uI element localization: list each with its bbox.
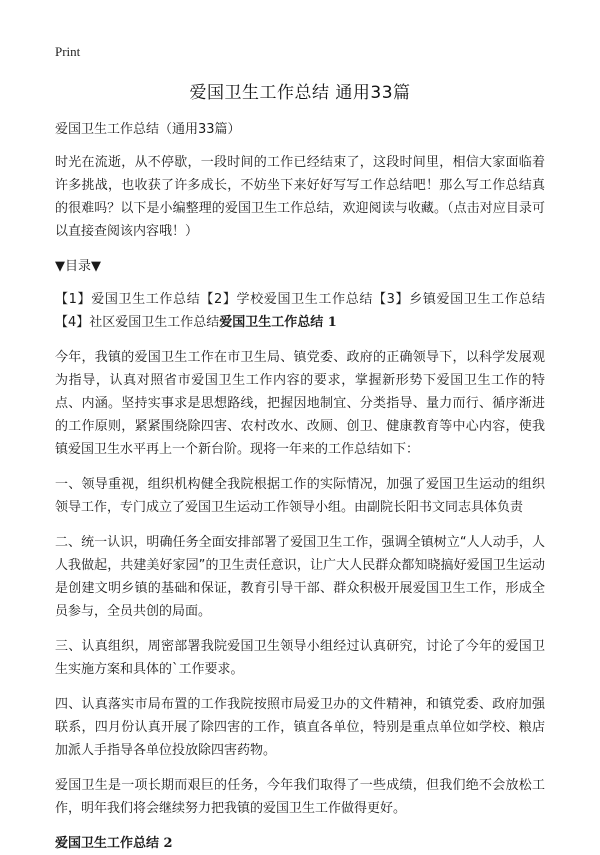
toc-label: ▼目录▼ — [55, 259, 101, 274]
document-title: 爱国卫生工作总结 通用33篇 — [189, 83, 411, 103]
section-2-heading: 爱国卫生工作总结 2 — [55, 836, 173, 851]
intro-paragraph: 时光在流逝，从不停歇，一段时间的工作已经结束了，这段时间里，相信大家面临着许多挑战，也收获了许多成长，不妨坐下来好好写写工作总结吧！那么写工作总结真的很难吗？以下是小编整理的爱国卫生工作总结，欢迎阅读与收藏。（点击对应目录可以直接查阅该内容哦！） — [55, 155, 545, 239]
paragraph-5: 四、认真落实市局布置的工作我院按照市局爱卫办的文件精神，和镇党委、政府加强联系，四月份认真开展了除四害的工作，镇直各单位，特别是重点单位如学校、粮店加派人手指导各单位投放除四害药物。 — [55, 697, 545, 758]
document-body — [55, 118, 545, 855]
paragraph-6: 爱国卫生是一项长期而艰巨的任务，今年我们取得了一些成绩，但我们绝不会放松工作，明年我们将会继续努力把我镇的爱国卫生工作做得更好。 — [55, 778, 545, 816]
toc-item-4[interactable]: 【4】社区爱国卫生工作总结 — [55, 315, 220, 330]
toc-item-3[interactable]: 【3】乡镇爱国卫生工作总结 — [373, 292, 545, 307]
paragraph-3: 二、统一认识，明确任务全面安排部署了爱国卫生工作，强调全镇树立“人人动手，人人我做起，共建美好家园”的卫生责任意识，让广大人民群众都知晓搞好爱国卫生运动是创建文明乡镇的基础和保证，教育引导干部、群众积极开展爱国卫生工作，形成全员参与，全员共创的局面。 — [55, 535, 545, 619]
table-of-contents — [55, 288, 545, 334]
toc-item-1[interactable]: 【1】爱国卫生工作总结 — [55, 292, 201, 307]
paragraph-1: 今年，我镇的爱国卫生工作在市卫生局、镇党委、政府的正确领导下，以科学发展观为指导，认真对照省市爱国卫生工作内容的要求，掌握新形势下爱国卫生工作的特点、内涵。坚持实事求是思想路线，把握因地制宜、分类指导、量力而行、循序渐进的工作原则，紧紧围绕除四害、农村改水、改厕、创卫、健康教育等中心内容，使我镇爱国卫生水平再上一个新台阶。现将一年来的工作总结如下： — [55, 350, 545, 457]
paragraph-2: 一、领导重视，组织机构健全我院根据工作的实际情况，加强了爱国卫生运动的组织领导工作，专门成立了爱国卫生运动工作领导小组。由副院长阳书文同志具体负责 — [55, 477, 545, 515]
print-link[interactable]: Print — [55, 44, 81, 59]
toc-item-2[interactable]: 【2】学校爱国卫生工作总结 — [200, 292, 373, 307]
document-subtitle: 爱国卫生工作总结（通用33篇） — [55, 122, 241, 137]
paragraph-4: 三、认真组织，周密部署我院爱国卫生领导小组经过认真研究，讨论了今年的爱国卫生实施方案和具体的`工作要求。 — [55, 639, 545, 677]
section-1-heading: 爱国卫生工作总结 1 — [219, 315, 337, 330]
